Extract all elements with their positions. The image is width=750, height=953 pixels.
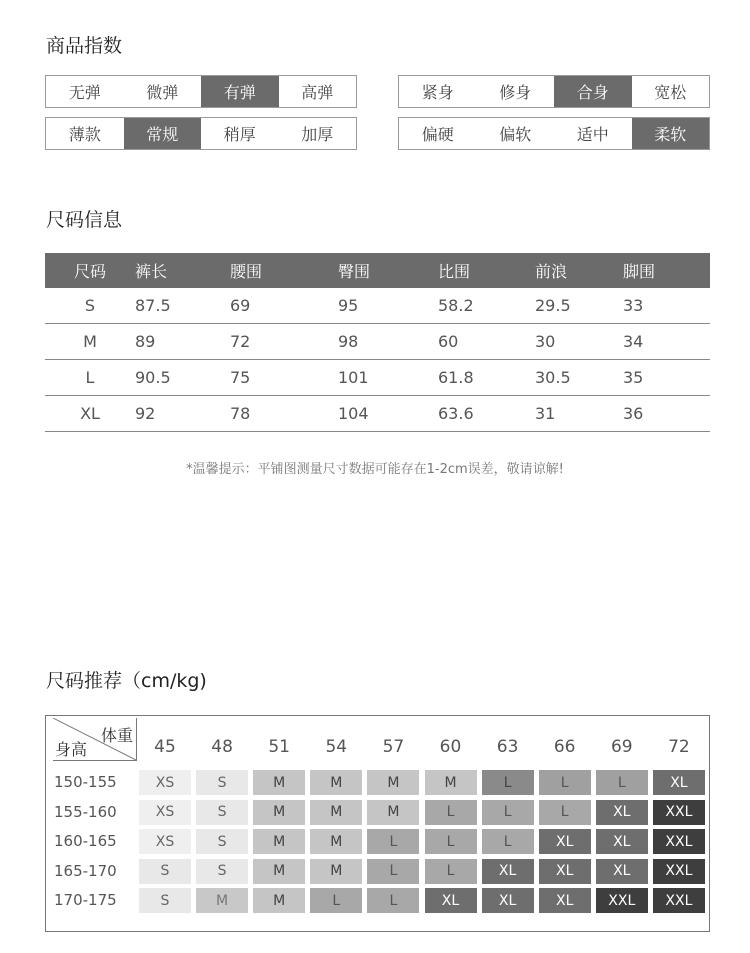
table-cell: 30.5: [535, 360, 623, 396]
table-cell: 61.8: [438, 360, 535, 396]
option-item: 偏软: [499, 125, 532, 144]
column-header: 腰围: [230, 253, 338, 288]
table-cell: 31: [535, 396, 623, 432]
weight-header: 51: [268, 737, 290, 757]
size-cell: L: [310, 888, 362, 913]
size-cell: XXL: [653, 888, 705, 913]
size-cell: M: [310, 829, 362, 854]
size-cell: L: [367, 888, 419, 913]
table-cell: 33: [623, 288, 710, 324]
table-cell: 98: [338, 324, 438, 360]
size-cell: XXL: [653, 800, 705, 825]
thickness-group: [45, 117, 357, 150]
table-cell: 58.2: [438, 288, 535, 324]
size-cell: XXL: [653, 829, 705, 854]
option-item: 无弹: [68, 83, 101, 102]
weight-header: 72: [668, 737, 690, 757]
size-cell: XL: [539, 829, 591, 854]
table-cell: 29.5: [535, 288, 623, 324]
option-item: 修身: [499, 83, 532, 102]
option-item: 常规: [124, 118, 202, 149]
size-cell: M: [253, 800, 305, 825]
weight-header: 54: [325, 737, 348, 757]
option-item: 紧身: [421, 83, 454, 102]
fit-group: [398, 75, 710, 108]
table-row: [45, 288, 710, 324]
size-cell: XS: [139, 800, 191, 825]
size-cell: L: [425, 829, 477, 854]
size-cell: M: [310, 859, 362, 884]
column-header: 前浪: [535, 253, 623, 288]
table-cell: M: [45, 324, 135, 360]
size-cell: XL: [482, 859, 534, 884]
option-item: 薄款: [68, 125, 101, 144]
weight-header: 69: [610, 737, 633, 757]
size-cell: M: [196, 888, 248, 913]
size-table: [45, 253, 710, 432]
size-cell: M: [310, 800, 362, 825]
size-cell: XL: [425, 888, 477, 913]
size-cell: S: [196, 859, 248, 884]
option-item: 微弹: [146, 83, 179, 102]
size-cell: L: [482, 770, 534, 795]
table-corner: [53, 718, 137, 761]
size-cell: XL: [539, 888, 591, 913]
height-row-label: 170-175: [54, 891, 117, 909]
option-item: 适中: [576, 125, 609, 144]
weight-header: 60: [439, 737, 462, 757]
size-cell: M: [253, 888, 305, 913]
size-cell: S: [196, 770, 248, 795]
size-cell: L: [539, 770, 591, 795]
option-item: 加厚: [301, 125, 334, 144]
weight-header: 48: [211, 737, 233, 757]
column-header: 裤长: [135, 253, 230, 288]
size-cell: M: [425, 770, 477, 795]
size-cell: XL: [539, 859, 591, 884]
table-cell: 30: [535, 324, 623, 360]
size-cell: M: [253, 859, 305, 884]
size-cell: XL: [482, 888, 534, 913]
table-cell: 78: [230, 396, 338, 432]
size-cell: XXL: [596, 888, 648, 913]
height-row-label: 160-165: [54, 832, 117, 850]
height-axis-label: 身高: [55, 740, 88, 759]
product-index-title: 商品指数: [46, 35, 123, 57]
table-cell: 104: [338, 396, 438, 432]
height-row-label: 150-155: [54, 773, 117, 791]
size-cell: XL: [596, 829, 648, 854]
size-cell: L: [425, 800, 477, 825]
option-item: 高弹: [301, 83, 334, 102]
option-item: 宽松: [654, 83, 687, 102]
height-row-label: 165-170: [54, 861, 117, 880]
table-cell: 69: [230, 288, 338, 324]
softness-group: [398, 117, 710, 150]
size-cell: XL: [653, 770, 705, 795]
size-table-header: [45, 253, 710, 288]
elasticity-group: [45, 75, 357, 108]
size-cell: XL: [596, 800, 648, 825]
option-item: 有弹: [201, 76, 279, 107]
column-header: 尺码: [45, 253, 135, 288]
size-cell: M: [367, 800, 419, 825]
size-cell: S: [196, 829, 248, 854]
option-item: 柔软: [632, 118, 710, 149]
column-header: 臀围: [338, 253, 438, 288]
table-row: [45, 360, 710, 396]
size-cell: L: [539, 800, 591, 825]
height-row-label: 155-160: [54, 802, 117, 821]
table-cell: 90.5: [135, 360, 230, 396]
size-cell: M: [253, 829, 305, 854]
size-cell: S: [196, 800, 248, 825]
column-header: 比围: [438, 253, 535, 288]
size-cell: L: [482, 800, 534, 825]
option-item: 稍厚: [223, 125, 256, 144]
size-recommend-chart: [45, 715, 710, 932]
table-cell: 75: [230, 360, 338, 396]
table-cell: 92: [135, 396, 230, 432]
column-header: 脚围: [623, 253, 710, 288]
table-cell: XL: [45, 396, 135, 432]
table-cell: 63.6: [438, 396, 535, 432]
size-cell: L: [425, 859, 477, 884]
table-cell: S: [45, 288, 135, 324]
weight-header: 57: [382, 737, 405, 757]
weight-header: 45: [154, 737, 176, 757]
table-row: [45, 324, 710, 360]
table-cell: 87.5: [135, 288, 230, 324]
size-info-title: 尺码信息: [46, 209, 123, 231]
option-item: 合身: [554, 76, 632, 107]
size-cell: S: [139, 859, 191, 884]
table-cell: 34: [623, 324, 710, 360]
size-cell: XXL: [653, 859, 705, 884]
size-cell: S: [139, 888, 191, 913]
size-recommend-title: 尺码推荐（cm/kg): [46, 670, 207, 692]
table-cell: 35: [623, 360, 710, 396]
table-row: [45, 396, 710, 432]
weight-header: 63: [496, 737, 519, 757]
option-item: 偏硬: [421, 125, 454, 144]
table-cell: 95: [338, 288, 438, 324]
size-cell: XL: [596, 859, 648, 884]
table-cell: 101: [338, 360, 438, 396]
size-cell: XS: [139, 829, 191, 854]
table-cell: 36: [623, 396, 710, 432]
table-cell: L: [45, 360, 135, 396]
table-cell: 89: [135, 324, 230, 360]
table-cell: 72: [230, 324, 338, 360]
table-cell: 60: [438, 324, 535, 360]
weight-axis-label: 体重: [100, 726, 133, 745]
size-cell: M: [310, 770, 362, 795]
size-cell: M: [253, 770, 305, 795]
size-cell: L: [367, 859, 419, 884]
weight-header: 66: [553, 737, 576, 757]
size-cell: M: [367, 770, 419, 795]
size-cell: L: [596, 770, 648, 795]
measurement-note: *温馨提示：平铺图测量尺寸数据可能存在1-2cm误差，敬请谅解!: [186, 462, 564, 477]
size-cell: L: [482, 829, 534, 854]
size-cell: XS: [139, 770, 191, 795]
size-cell: L: [367, 829, 419, 854]
